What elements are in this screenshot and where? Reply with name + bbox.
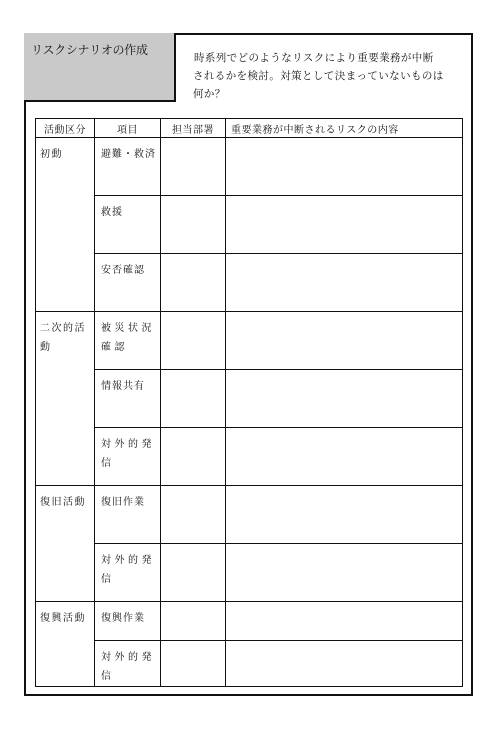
risk-cell[interactable]	[226, 254, 463, 312]
department-cell[interactable]	[161, 196, 226, 254]
table-row	[36, 641, 463, 687]
item-cell: 避難・救済	[95, 138, 161, 196]
risk-cell[interactable]	[226, 641, 463, 687]
table-row	[36, 602, 463, 641]
table-row	[36, 312, 463, 370]
table-row	[36, 254, 463, 312]
table-row	[36, 428, 463, 486]
risk-cell[interactable]	[226, 544, 463, 602]
department-cell[interactable]	[161, 602, 226, 641]
header-risk: 重要業務が中断されるリスクの内容	[226, 119, 463, 138]
item-cell: 復興作業	[95, 602, 161, 641]
table-header-row	[36, 119, 463, 138]
risk-cell[interactable]	[226, 370, 463, 428]
category-cell: 二次的活動	[36, 312, 95, 486]
table-row	[36, 370, 463, 428]
description-line-1: 時系列でどのようなリスクにより重要業務が中断	[194, 52, 434, 64]
department-cell[interactable]	[161, 486, 226, 544]
item-cell: 対外的発信	[95, 641, 161, 687]
risk-cell[interactable]	[226, 312, 463, 370]
table-row	[36, 196, 463, 254]
risk-cell[interactable]	[226, 486, 463, 544]
department-cell[interactable]	[161, 428, 226, 486]
table-row	[36, 544, 463, 602]
table-row	[36, 138, 463, 196]
risk-cell[interactable]	[226, 196, 463, 254]
department-cell[interactable]	[161, 641, 226, 687]
department-cell[interactable]	[161, 544, 226, 602]
department-cell[interactable]	[161, 138, 226, 196]
header-category: 活動区分	[36, 119, 95, 138]
page-title: リスクシナリオの作成	[24, 33, 176, 102]
item-cell: 被災状況確認	[95, 312, 161, 370]
risk-cell[interactable]	[226, 138, 463, 196]
header-item: 項目	[95, 119, 161, 138]
item-cell: 救援	[95, 196, 161, 254]
description-text	[194, 49, 456, 103]
description-line-3: 何か？	[193, 88, 226, 100]
department-cell[interactable]	[161, 370, 226, 428]
item-cell: 対外的発信	[95, 544, 161, 602]
item-cell: 情報共有	[95, 370, 161, 428]
category-cell: 復興活動	[36, 602, 95, 687]
table-row	[36, 486, 463, 544]
item-cell: 復旧作業	[95, 486, 161, 544]
department-cell[interactable]	[161, 254, 226, 312]
item-cell: 対外的発信	[95, 428, 161, 486]
risk-cell[interactable]	[226, 428, 463, 486]
department-cell[interactable]	[161, 312, 226, 370]
risk-cell[interactable]	[226, 602, 463, 641]
header-department: 担当部署	[161, 119, 226, 138]
description-line-2: されるかを検討。対策として決まっていないものは	[193, 70, 444, 82]
item-cell: 安否確認	[95, 254, 161, 312]
category-cell: 復旧活動	[36, 486, 95, 602]
risk-scenario-table	[35, 118, 463, 687]
category-cell: 初動	[36, 138, 95, 312]
